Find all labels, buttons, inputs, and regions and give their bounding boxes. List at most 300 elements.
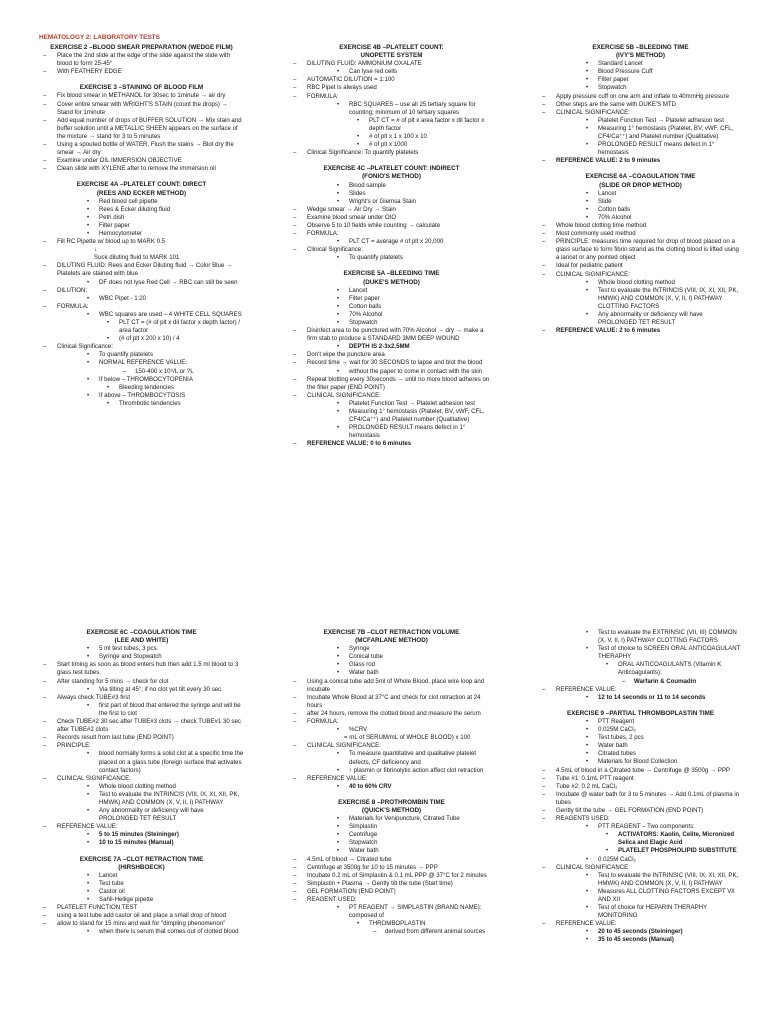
dot-bullet-icon: •: [337, 255, 340, 262]
list-item: [289, 376, 494, 392]
item-text: Start timing as soon as blood enters hub then add 1.5 ml blood to 3 glass test tubes.: [57, 661, 239, 677]
dot-bullet-icon: •: [586, 214, 589, 221]
sub-list-item: [289, 295, 494, 303]
item-text: Lancet: [349, 286, 368, 294]
sub-list-item: [289, 669, 494, 677]
item-text: Castor oil: [99, 887, 125, 895]
list-item: [289, 775, 494, 783]
list-item: [39, 904, 244, 912]
list-item: [538, 271, 743, 279]
item-text: using a test tube add castor oil and place a small drop of blood: [57, 912, 227, 920]
item-text: Test of choice to SCREEN ORAL ANTICOAGULANT THERAPHY: [598, 645, 741, 661]
dot-bullet-icon: •: [357, 921, 360, 928]
dot-bullet-icon: •: [586, 727, 589, 734]
item-text: Incubate 0.2 mL of Simplastin & 0.1 mL PPP @ 37°C for 2 minutes: [307, 871, 487, 879]
item-text: Records result from last tube (END POINT): [57, 734, 174, 742]
item-text: Rees & Ecker diluting fluid: [99, 205, 171, 213]
item-text: 70% Alcohol: [349, 310, 383, 318]
dot-bullet-icon: •: [337, 727, 340, 734]
item-text: DEPTH IS 2-3x2.5MM: [349, 343, 410, 351]
dot-bullet-icon: •: [337, 824, 340, 831]
list-item: [39, 52, 244, 68]
exercise-section: [538, 710, 743, 945]
list-item: [289, 60, 494, 68]
dash-bullet-icon: –: [293, 678, 297, 685]
sub-list-item: [538, 190, 743, 198]
item-text: To quantify platelets: [349, 254, 403, 262]
list-item: [39, 165, 244, 173]
dot-bullet-icon: •: [337, 816, 340, 823]
sub-list-item: [538, 904, 743, 920]
item-text: Gently tilt the tube → GEL FORMATION (END POINT): [556, 806, 704, 814]
item-text: Measuring 1° hemostasis (Platelet, BV, vWF, CFL, CF4/Ca⁺⁺) and Platelet number (Qualitative): [598, 124, 734, 141]
dash-bullet-icon: –: [43, 913, 47, 920]
dash-bullet-icon: –: [293, 719, 297, 726]
sub-list-item: [39, 230, 244, 238]
sub-list-item: [39, 319, 244, 335]
sub-list-item: [289, 767, 494, 775]
item-text: Test of choice for HEPARIN THERAPHY MONITORING: [598, 904, 708, 920]
dash-bullet-icon: –: [123, 368, 127, 375]
list-item: [289, 76, 494, 84]
exercise-title: EXERCISE 7B –CLOT RETRACTION VOLUME: [323, 629, 460, 636]
item-text: If above – THROMBOCYTOSIS: [99, 391, 186, 399]
dot-bullet-icon: •: [337, 239, 340, 246]
dash-bullet-icon: –: [542, 231, 546, 238]
item-text: RBC SQUARES – use all 25 tertiary square for counting; minimum of 10 tertiary squares: [349, 100, 476, 116]
list-item: [289, 856, 494, 864]
dash-bullet-icon: –: [43, 662, 47, 669]
item-text: To quantify platelets: [99, 351, 153, 359]
sub-list-item: [538, 76, 743, 84]
dash-bullet-icon: –: [293, 206, 297, 213]
item-text: Centrifuge: [349, 831, 378, 839]
sub-list-item: [289, 734, 494, 742]
dot-bullet-icon: •: [87, 751, 90, 758]
item-text: FORMULA:: [307, 230, 339, 238]
column-top-right: [538, 44, 743, 335]
dot-bullet-icon: •: [586, 312, 589, 318]
dash-bullet-icon: –: [43, 117, 47, 124]
dash-bullet-icon: –: [542, 271, 546, 278]
item-text: Filter paper: [349, 294, 380, 302]
dot-bullet-icon: •: [337, 400, 340, 407]
dash-bullet-icon: –: [43, 344, 47, 351]
column-top-left: [39, 44, 244, 408]
exercise-section: [289, 799, 494, 937]
item-text: Slides: [349, 189, 366, 197]
item-text: Blood sample: [349, 181, 386, 189]
item-text: blood normally forms a solid clot at a specific time the placed on a glass tube (foreign surface that activates contact factors): [99, 750, 244, 774]
dash-bullet-icon: –: [293, 864, 297, 871]
item-text: Warfarin & Coumadin: [634, 677, 697, 685]
list-item: [538, 238, 743, 262]
sub-list-item: [538, 287, 743, 311]
dash-bullet-icon: –: [43, 905, 47, 912]
item-text: Platelet Function Test → Platelet adhesion test: [598, 116, 724, 124]
sub-list-item: [538, 928, 743, 936]
dot-bullet-icon: •: [586, 759, 589, 766]
exercise-section: [289, 270, 494, 448]
exercise-title: EXERCISE 7A –CLOT RETRACTION TIME: [79, 855, 204, 863]
exercise-title: EXERCISE 3 –STAINING OF BLOOD FILM: [79, 84, 204, 92]
exercise-section: [289, 44, 494, 157]
item-text: RBC Pipet is always used: [307, 84, 377, 92]
item-text: PT REAGENT → SIMPLASTIN (BRAND NAME): composed of: [349, 904, 482, 920]
item-text: Via tilting at 45°; if no clot yet tilt every 30 sec.: [99, 685, 223, 693]
item-text: REFERENCE VALUE:: [307, 774, 368, 782]
dash-bullet-icon: –: [542, 791, 546, 798]
item-text: Water bath: [598, 742, 628, 750]
sub-list-item: [39, 335, 244, 343]
exercise-method: (DUKE'S METHOD): [363, 278, 420, 286]
sub-list-item: [289, 101, 494, 117]
dot-bullet-icon: •: [107, 400, 110, 407]
item-text: Citrated tubes: [598, 750, 636, 758]
sub-list-item: [39, 645, 244, 653]
exercise-section: [39, 181, 244, 408]
column-top-middle: [289, 44, 494, 449]
exercise-title: EXERCISE 5B –BLEEDING TIME: [592, 44, 689, 51]
dot-bullet-icon: •: [337, 832, 340, 839]
dot-bullet-icon: •: [337, 670, 340, 677]
dot-bullet-icon: •: [586, 125, 589, 132]
sub-list-item: [289, 133, 494, 141]
sub-list-item: [39, 222, 244, 230]
list-item: [289, 246, 494, 254]
dot-bullet-icon: •: [87, 230, 90, 237]
dot-bullet-icon: •: [337, 344, 340, 351]
dot-bullet-icon: •: [87, 783, 90, 790]
sub-list-item: [289, 839, 494, 847]
item-text: CLINICAL SIGNIFICANCE:: [556, 863, 630, 871]
item-text: Cotton balls: [349, 302, 382, 310]
item-text: 10 to 15 minutes (Manual): [99, 839, 174, 847]
list-item: [538, 101, 743, 109]
dash-bullet-icon: –: [43, 743, 47, 750]
sub-list-item: [39, 750, 244, 774]
dot-bullet-icon: •: [586, 287, 589, 294]
sub-list-item: [289, 190, 494, 198]
list-item: [538, 93, 743, 101]
exercise-title: EXERCISE 6C –COAGULATION TIME: [86, 629, 197, 636]
item-text: Examine under OIL IMMERSION OBJECTIVE: [57, 157, 182, 165]
sub-list-item: [289, 783, 494, 791]
sub-list-item: [538, 206, 743, 214]
item-text: Platelet Function Test → Platelet adhesion test: [349, 399, 475, 407]
dash-bullet-icon: –: [43, 239, 47, 246]
item-text: Water bath: [349, 669, 379, 677]
item-text: Petri dish: [99, 213, 125, 221]
item-text: THROMBOPLASTIN: [369, 920, 426, 928]
list-item: [39, 92, 244, 100]
dash-bullet-icon: –: [43, 775, 47, 782]
item-text: Simplastin: [349, 823, 378, 831]
dot-bullet-icon: •: [87, 352, 90, 359]
dash-bullet-icon: –: [542, 239, 546, 246]
list-item: [289, 93, 494, 101]
sub-list-item: [289, 400, 494, 408]
sub-list-item: [289, 823, 494, 831]
dot-bullet-icon: •: [337, 662, 340, 669]
item-text: 40 to 60% CRV: [349, 782, 392, 790]
exercise-section: [39, 629, 244, 848]
exercise-method: (MCFARLANE METHOD): [355, 637, 428, 645]
sub-list-item: [39, 206, 244, 214]
dot-bullet-icon: •: [586, 279, 589, 286]
list-item: [538, 230, 743, 238]
sub-list-item: [538, 823, 743, 831]
sub-list-item: [289, 408, 494, 424]
page-title: HEMATOLOGY 2: LABORATORY TESTS: [39, 34, 160, 41]
item-text: PTT Reagent: [598, 717, 635, 725]
item-text: (# of plt x 200 x 10) / 4: [119, 335, 180, 343]
dot-bullet-icon: •: [586, 872, 589, 879]
dot-bullet-icon: •: [337, 101, 340, 108]
sub-list-item: [538, 645, 743, 661]
item-text: REAGENT USED:: [307, 896, 357, 903]
item-text: Repeat blotting every 30seconds → until no more blood adheres on the filter paper (END POINT): [307, 375, 490, 391]
list-item: [39, 303, 244, 311]
dot-bullet-icon: •: [586, 824, 589, 831]
dash-bullet-icon: –: [542, 686, 546, 693]
item-text: Record time → wait for 30 SECONDS to lapse and blot the blood: [307, 359, 483, 367]
dot-bullet-icon: •: [337, 182, 340, 189]
item-text: WBC squares are used – 4 WHITE CELL SQUARES: [99, 310, 242, 318]
item-text: # of plt x 1 x 100 x 10: [369, 133, 427, 141]
sub-list-item: [39, 880, 244, 888]
item-text: Filter paper: [598, 76, 629, 84]
item-text: Water bath: [349, 847, 379, 855]
dash-bullet-icon: –: [293, 872, 297, 879]
dash-bullet-icon: –: [542, 328, 546, 335]
exercise-title: EXERCISE 4A –PLATELET COUNT: DIRECT: [76, 181, 207, 189]
item-text: Observe 5 to 10 fields while counting → calculate: [307, 221, 441, 229]
dash-bullet-icon: –: [293, 856, 297, 863]
item-text: Incubate @ water bath for 3 to 5 minutes → Add 0.1mL of plasma in tubes: [556, 790, 740, 806]
sub-list-item: [289, 661, 494, 669]
item-text: PROLONGED RESULT means defect in 1° hemostasis: [598, 141, 715, 157]
sub-list-item: [289, 653, 494, 661]
list-item: [39, 117, 244, 141]
item-text: Fix blood smear in METHANOL for 30sec to 1minute → air dry: [57, 92, 226, 100]
sub-list-item: [39, 928, 244, 936]
dash-bullet-icon: –: [293, 150, 297, 157]
sub-list-item: [289, 311, 494, 319]
item-text: Centrifuge at 3500g for 10 to 15 minutes → PPP: [307, 863, 438, 871]
item-text: PLT CT = average # of plt x 20,000: [349, 238, 444, 246]
sub-list-item: [39, 246, 244, 254]
dash-bullet-icon: –: [542, 109, 546, 116]
exercise-method: (QUICK'S METHOD): [361, 806, 422, 814]
dot-bullet-icon: •: [337, 409, 340, 416]
item-text: Any abnormality or deficiency will have PROLONGED TET RESULT: [598, 311, 703, 327]
item-text: ACTIVATORS: Kaolin, Celite, Micronized Selica and Elagic Acid: [618, 831, 735, 847]
exercise-title: EXERCISE 4B –PLATELET COUNT:: [339, 44, 444, 51]
list-item: [39, 734, 244, 742]
list-item: [538, 815, 743, 823]
dash-bullet-icon: –: [542, 816, 546, 823]
item-text: PLATELET PHOSPHOLIPID SUBSTITUTE: [618, 847, 737, 855]
item-text: 20 to 45 seconds (Steininger): [598, 928, 683, 936]
item-text: To measure quantitative and qualitative platelet defects, CF deficiency and: [349, 750, 477, 766]
dot-bullet-icon: •: [87, 654, 90, 661]
dot-bullet-icon: •: [87, 646, 90, 653]
sub-list-item: [538, 734, 743, 742]
dot-bullet-icon: •: [337, 320, 340, 326]
dot-bullet-icon: •: [586, 630, 589, 636]
dot-bullet-icon: •: [87, 206, 90, 213]
dash-bullet-icon: –: [293, 328, 297, 335]
list-item: [538, 864, 743, 872]
sub-list-item: [289, 904, 494, 920]
dash-bullet-icon: –: [43, 694, 47, 701]
item-text: Wedge smear → Air Dry → Stain: [307, 205, 396, 213]
dot-bullet-icon: •: [87, 897, 90, 903]
exercise-section: [538, 44, 743, 165]
dot-bullet-icon: •: [87, 214, 90, 221]
list-item: [39, 775, 244, 783]
item-text: CLINICAL SIGNIFICANCE:: [307, 742, 381, 750]
item-text: If below – THROMBOCYTOPENIA: [99, 375, 193, 383]
dot-bullet-icon: •: [586, 69, 589, 76]
item-text: REFERENCE VALUE:: [556, 920, 617, 928]
list-item: [538, 767, 743, 775]
sub-list-item: [289, 68, 494, 76]
item-text: 0.025M CaCl₂: [598, 726, 636, 734]
dot-bullet-icon: •: [586, 198, 589, 205]
sub-list-item: [39, 311, 244, 319]
dash-bullet-icon: –: [293, 888, 297, 895]
item-text: NORMAL REFERENCE VALUE:: [99, 359, 188, 367]
dot-bullet-icon: •: [586, 751, 589, 758]
dot-bullet-icon: •: [606, 832, 609, 839]
item-text: PROLONGED RESULT means defect in 1° hemostasis: [349, 424, 466, 440]
item-text: 12 to 14 seconds or 11 to 14 seconds: [598, 693, 706, 701]
dot-bullet-icon: •: [87, 311, 90, 318]
dash-bullet-icon: –: [293, 710, 297, 717]
dot-bullet-icon: •: [107, 336, 110, 343]
list-item: [289, 888, 494, 896]
list-item: [289, 351, 494, 359]
list-item: [538, 109, 743, 117]
list-item: [538, 791, 743, 807]
sub-list-item: [538, 125, 743, 141]
dash-bullet-icon: –: [542, 775, 546, 782]
item-text: CLINICAL SIGNIFICANCE:: [556, 270, 630, 278]
dot-bullet-icon: •: [87, 295, 90, 302]
dot-bullet-icon: •: [586, 85, 589, 92]
item-text: Clinical Significance:: [307, 246, 363, 254]
item-text: Lancet: [598, 189, 617, 197]
dot-bullet-icon: •: [87, 880, 90, 887]
dot-bullet-icon: •: [87, 360, 90, 367]
dot-bullet-icon: •: [586, 694, 589, 701]
dash-bullet-icon: –: [43, 93, 47, 100]
item-text: Apply pressure cuff on one arm and inflate to 40mmHg pressure: [556, 92, 729, 100]
sub-list-item: [538, 750, 743, 758]
item-text: Clinical Significance:: [57, 343, 113, 351]
dot-bullet-icon: •: [87, 222, 90, 229]
dot-bullet-icon: •: [337, 303, 340, 310]
list-item: [289, 872, 494, 880]
dash-bullet-icon: –: [542, 783, 546, 790]
item-text: 70% Alcohol: [598, 213, 632, 221]
list-item: [289, 440, 494, 448]
dash-bullet-icon: –: [293, 214, 297, 221]
item-text: CLINICAL SIGNIFICANCE:: [57, 774, 131, 782]
item-text: ORAL ANTICOAGULANTS (Vitamin K Anticoagulants):: [618, 661, 722, 677]
dot-bullet-icon: •: [337, 190, 340, 197]
item-text: PRINCIPLE: measures time required for drop of blood placed on a glass surface to form fibrin strand as the clotting blood is lifted using a lancet or any pointed object: [556, 238, 739, 262]
item-text: FORMULA:: [307, 92, 339, 100]
dot-bullet-icon: •: [87, 702, 90, 709]
dash-bullet-icon: –: [293, 897, 297, 903]
exercise-method: (SLIDE OR DROP METHOD): [599, 181, 682, 189]
item-text: Check TUBE#2 30 sec after TUBE#3 clots → check TUBE#1 30 sec after TUBE#2 clots: [57, 718, 241, 734]
sub-list-item: [538, 888, 743, 904]
list-item: [538, 262, 743, 270]
item-text: derived from different animal sources: [385, 928, 486, 936]
item-text: FORMULA:: [57, 302, 89, 310]
dash-bullet-icon: –: [293, 775, 297, 782]
sub-list-item: [538, 694, 743, 702]
sub-list-item: [39, 653, 244, 661]
exercise-title: EXERCISE 8 –PROTHROMBIN TIME: [338, 798, 445, 806]
item-text: Stopwatch: [349, 839, 378, 847]
item-text: 4.5mL of blood → Citrated tube: [307, 855, 392, 863]
sub-list-item: [39, 254, 244, 262]
item-text: Materials for Blood Collection: [598, 758, 678, 766]
dash-bullet-icon: –: [43, 735, 47, 742]
dot-bullet-icon: •: [586, 856, 589, 863]
item-text: 150-400 x 10⁹/L or ?L: [135, 367, 194, 375]
dash-bullet-icon: –: [43, 142, 47, 149]
item-text: PTT REAGENT – Two components:: [598, 823, 695, 831]
item-text: With FEATHERY EDGE: [57, 68, 122, 76]
sub-list-item: [289, 198, 494, 206]
item-text: Always check TUBE#3 first: [57, 693, 131, 701]
dot-bullet-icon: •: [337, 905, 340, 912]
sub-list-item: [289, 238, 494, 246]
sub-list-item: [39, 702, 244, 718]
dot-bullet-icon: •: [337, 198, 340, 205]
item-text: Tube #1: 0.1mL PTT reagent: [556, 774, 634, 782]
list-item: [289, 718, 494, 726]
dash-bullet-icon: –: [542, 222, 546, 229]
dash-bullet-icon: –: [293, 441, 297, 448]
list-item: [538, 807, 743, 815]
dash-bullet-icon: –: [43, 263, 47, 270]
list-item: [289, 230, 494, 238]
item-text: Whole blood clotting time method: [556, 221, 647, 229]
list-item: [39, 823, 244, 831]
dash-bullet-icon: –: [293, 93, 297, 100]
list-item: [39, 742, 244, 750]
dash-bullet-icon: –: [542, 263, 546, 270]
sub-list-item: [289, 750, 494, 766]
sub-list-item: [538, 141, 743, 157]
dot-bullet-icon: •: [586, 61, 589, 68]
item-text: Whole blood clotting method: [99, 782, 176, 790]
sub-list-item: [289, 182, 494, 190]
dot-bullet-icon: •: [586, 735, 589, 742]
exercise-title: EXERCISE 6A –COAGULATION TIME: [585, 173, 696, 181]
item-text: Lancet: [99, 871, 118, 879]
item-text: Measures ALL CLOTTING FACTORS EXCEPT VII AND XII: [598, 887, 735, 903]
sub-list-item: [289, 117, 494, 133]
list-item: [289, 206, 494, 214]
